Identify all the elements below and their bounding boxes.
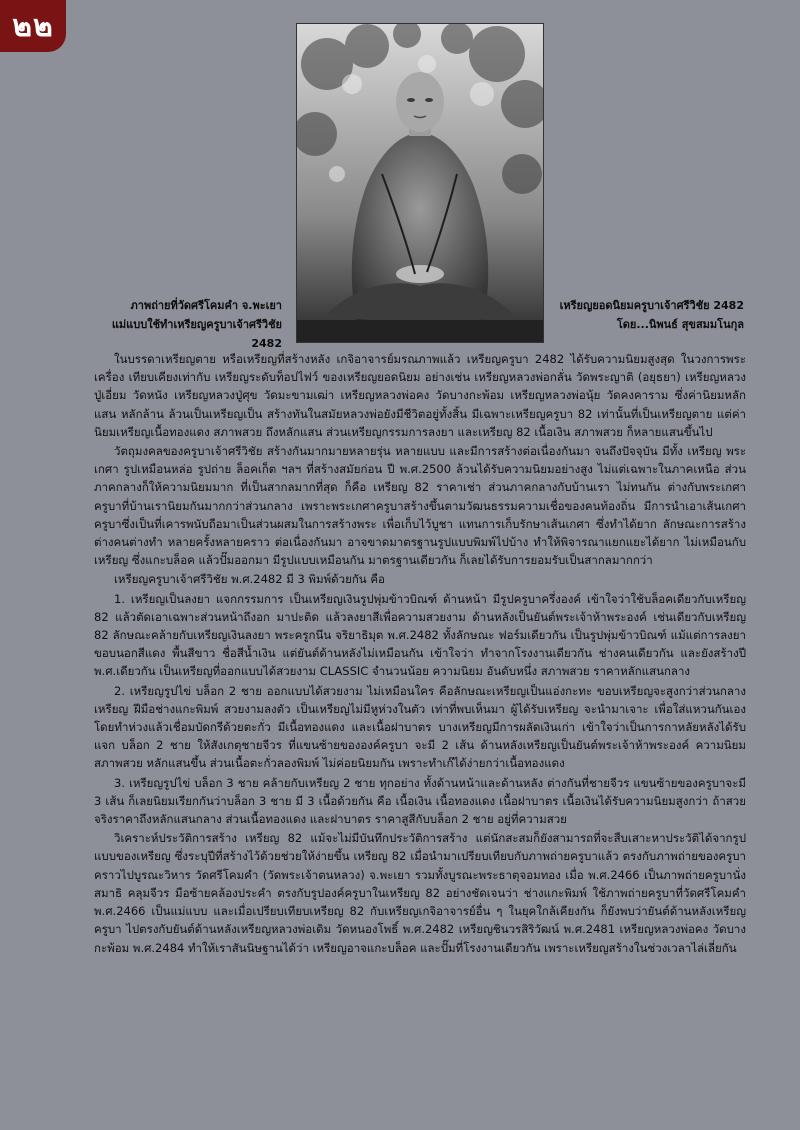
monk-photo	[297, 24, 543, 342]
article-paragraph: เหรียญครูบาเจ้าศรีวิชัย พ.ศ.2482 มี 3 พิมพ์ด้วยกัน คือ	[114, 572, 385, 587]
monk-portrait-photo-icon	[297, 24, 543, 342]
article-body	[94, 350, 746, 958]
caption-left-line-2: แม่แบบใช้ทำเหรียญครูบาเจ้าศรีวิชัย 2482	[111, 318, 282, 350]
list-item: 1. เหรียญเป็นลงยา แจกกรรมการ เป็นเหรียญเงินรูปพุ่มข้าวบิณฑ์ ด้านหน้า มีรูปครูบาครึ่งองค์ เข้าใจว่าใช้บล็อคเดียวกับเหรียญ 82 แล้วตัดเอาเฉพาะส่วนหน้าถึงอก มาปะติด แล้วลงยาสีเพื่อความสวยงาม ด้านหลังเป็นยันต์พระเจ้าห้าพระองค์ เช่นเดียวกับเหรียญ 82 ลักษณะคล้ายกับเหรียญเงินลงยา พระครูกนึน จริยาธิมุต พ.ศ.2482 ทั้งลักษณะ ฟอร์มเดียวกัน เป็นรูปพุ่มข้าวบิณฑ์ แม้แต่การลงยา ขอบนอกสีแดง พื้นสีขาว ชื่อสีน้ำเงิน แต่ยันต์ด้านหลังไม่เหมือนกัน เข้าใจว่า ทำจากโรงงานเดียวกัน ช่างคนเดียวกัน และยังสร้างปี พ.ศ.เดียวกัน เป็นเหรียญที่ออกแบบได้สวยงาม CLASSIC จำนวนน้อย ความนิยม อันดับหนึ่ง สภาพสวย ราคาหลักแสนกลาง	[94, 591, 746, 679]
photo-caption-left	[96, 296, 282, 353]
caption-right-line-2: โดย...นิพนธ์ สุขสมมโนกุล	[616, 318, 744, 331]
article-paragraph: ในบรรดาเหรียญตาย หรือเหรียญที่สร้างหลัง เกจิอาจารย์มรณภาพแล้ว เหรียญครูบา 2482 ได้รับความนิยมสูงสุด ในวงการพระเครื่อง เทียบเคียงเท่ากับ เหรียญระดับท็อปไฟว์ ของเหรียญยอดนิยม อย่างเช่น เหรียญหลวงพ่อกลั่น วัดพระญาติ (อยุธยา) เหรียญหลวงปู่เอี่ยม วัดหนัง เหรียญหลวงปู่ศุข วัดมะขามเฒ่า เหรียญหลวงพ่อคง วัดบางกะพ้อม เหรียญหลวงพ่อนุ้ย วัดคงคาราม ซึ่งค่านิยมหลักแสน หลักล้าน ล้วนเป็นเหรียญเป็น สร้างทันในสมัยหลวงพ่อยังมีชีวิตอยู่ทั้งสิ้น มีเฉพาะเหรียญครูบา 82 เท่านั้นที่เป็นเหรียญตาย แต่ค่านิยมเหรียญเนื้อทองแดง สภาพสวย ถึงหลักแสน ส่วนเหรียญกรรมการลงยา และเหรียญ 82 เนื้อเงิน สภาพสวย ก็หลายแสนขึ้นไป	[94, 352, 746, 439]
caption-left-line-1: ภาพถ่ายที่วัดศรีโคมคำ จ.พะเยา	[130, 299, 282, 312]
photo-caption-right	[558, 296, 744, 334]
article-paragraph: วิเคราะห์ประวัติการสร้าง เหรียญ 82 แม้จะไม่มีบันทึกประวัติการสร้าง แต่นักสะสมก็ยังสามารถที่จะสืบเสาะหาประวัติได้จากรูปแบบของเหรียญ ซึ่งระบุปีที่สร้างไว้ด้วยช่วยให้ง่ายขึ้น เหรียญ 82 เมื่อนำมาเปรียบเทียบกับภาพถ่ายครูบาแล้ว ตรงกับภาพถ่ายของครูบา คราวไปบูรณะวิหาร วัดศรีโคมคำ (วัดพระเจ้าตนหลวง) จ.พะเยา รวมทั้งบูรณะพระธาตุจอมทอง เมื่อ พ.ศ.2466 เป็นภาพถ่ายครูบานั่งสมาธิ คลุมจีวร มือซ้ายคล้องประคำ ตรงกับรูปองค์ครูบาในเหรียญ 82 อย่างชัดเจนว่า ช่างแกะพิมพ์ ใช้ภาพถ่ายครูบาที่วัดศรีโคมคำ พ.ศ.2466 เป็นแม่แบบ และเมื่อเปรียบเทียบเหรียญ 82 กับเหรียญเกจิอาจารย์อื่น ๆ ในยุคใกล้เคียงกัน ก็ยังพบว่ายันต์ด้านหลังเหรียญครูบา ไปตรงกับยันต์ด้านหลังเหรียญหลวงพ่อเดิม วัดหนองโพธิ์ พ.ศ.2482 เหรียญชินวรสิริวัฒน์ พ.ศ.2481 เหรียญหลวงพ่อคง วัดบางกะพ้อม พ.ศ.2484 ทำให้เราสันนิษฐานได้ว่า เหรียญอาจแกะบล็อค และปั๊มที่โรงงานเดียวกัน เพราะเหรียญสร้างในช่วงเวลาไล่เลี่ยกัน	[94, 831, 746, 955]
page-number-badge	[0, 0, 66, 52]
caption-right-line-1: เหรียญยอดนิยมครูบาเจ้าศรีวิชัย 2482	[559, 299, 744, 312]
list-item: 2. เหรียญรูปไข่ บล็อก 2 ชาย ออกแบบได้สวยงาม ไม่เหมือนใคร คือลักษณะเหรียญเป็นแอ่งกะทะ ขอบเหรียญจะสูงกว่าส่วนกลางเหรียญ ฝีมือช่างแกะพิมพ์ สวยงามลงตัว เป็นเหรียญไม่มีหูห่วงในตัว เท่าที่พบเห็นมา ผู้ได้รับเหรียญ จะนำมาเจาะ เพื่อใส่แหวนกันเอง โดยทำห่วงแล้วเชื่อมบัดกรีด้วยตะกั่ว มีเนื้อทองแดง และเนื้อฝาบาตร บางเหรียญมีการผลัดเงินเก่า เข้าใจว่าเป็นการกาหลัยหลังได้รับแจก บล็อก 2 ชาย ให้สังเกตุชายจีวร ที่แขนซ้ายขององค์ครูบา จะมี 2 เส้น ด้านหลังเหรียญเป็นยันต์พระเจ้าห้าพระองค์ ความนิยม สภาพสวย หลักแสนขึ้น ส่วนเนื้อตะกั่วลองพิมพ์ ไม่ค่อยนิยมกัน เพราะทำเก๊ได้ง่ายกว่าเนื้อทองแดง	[94, 683, 746, 771]
page-number: ๒๒	[12, 8, 54, 44]
article-paragraph: วัตถุมงคลของครูบาเจ้าศรีวิชัย สร้างกันมากมายหลายรุ่น หลายแบบ และมีการสร้างต่อเนื่องกันมา จนถึงปัจจุบัน มีทั้ง เหรียญ พระเกศา รูปเหมือนหล่อ รูปถ่าย ล็อคเก็ต ฯลฯ ที่สร้างสมัยก่อน ปี พ.ศ.2500 ล้วนได้รับความนิยมอย่างสูง ไม่แต่เฉพาะในภาคเหนือ ส่วนภาคกลางก็ให้ความนิยมมาก ที่เป็นสากลมากที่สุด ก็คือ เหรียญ 82 ราคาเช่า ส่วนภาคกลางกับบ้านเรา ไม่ทนกัน ต่างกับพระเกศาครูบาที่บ้านเรานิยมกันมากกว่าส่วนกลาง เพราะพระเกศาครูบาสร้างขึ้นตามวัฒนธรรมความเชื่อของคนท้องถิ่น มีการนำเอาเส้นเกศาครูบาซึ่งเป็นที่เคารพนับถือมาเป็นส่วนผสมในการสร้างพระ เพื่อเก็บไว้บูชา แทนการเก็บรักษาเส้นเกศา ซึ่งทำได้ยาก ลักษณะการสร้างต่างคนต่างทำ หลายครั้งหลายคราว ต่อเนื่องกันมา อาจขาดมาตรฐานรูปแบบพิมพ์ไปบ้าง ทำให้พิจารณาแยกแยะได้ยาก ไม่เหมือนกับเหรียญ ซึ่งแกะบล็อค แล้วปั๊มออกมา มีรูปแบบเหมือนกัน มาตรฐานเดียวกัน ก็เลยได้รับการยอมรับเป็นสากลมากกว่า	[94, 444, 746, 568]
list-item: 3. เหรียญรูปไข่ บล็อก 3 ชาย คล้ายกับเหรียญ 2 ชาย ทุกอย่าง ทั้งด้านหน้าและด้านหลัง ต่างกันที่ชายจีวร แขนซ้ายของครูบาจะมี 3 เส้น ก็เลยนิยมเรียกกันว่าบล็อก 3 ชาย มี 3 เนื้อด้วยกัน คือ เนื้อเงิน เนื้อทองแดง เนื้อฝาบาตร เนื้อเงินได้รับความนิยมสูงกว่า ถ้าสวยจริงราคาถึงหลักแสนกลาง ส่วนเนื้อทองแดง และฝาบาตร ราคาสูสีกับบล็อก 2 ชาย อยู่ที่ความสวย	[94, 775, 746, 827]
